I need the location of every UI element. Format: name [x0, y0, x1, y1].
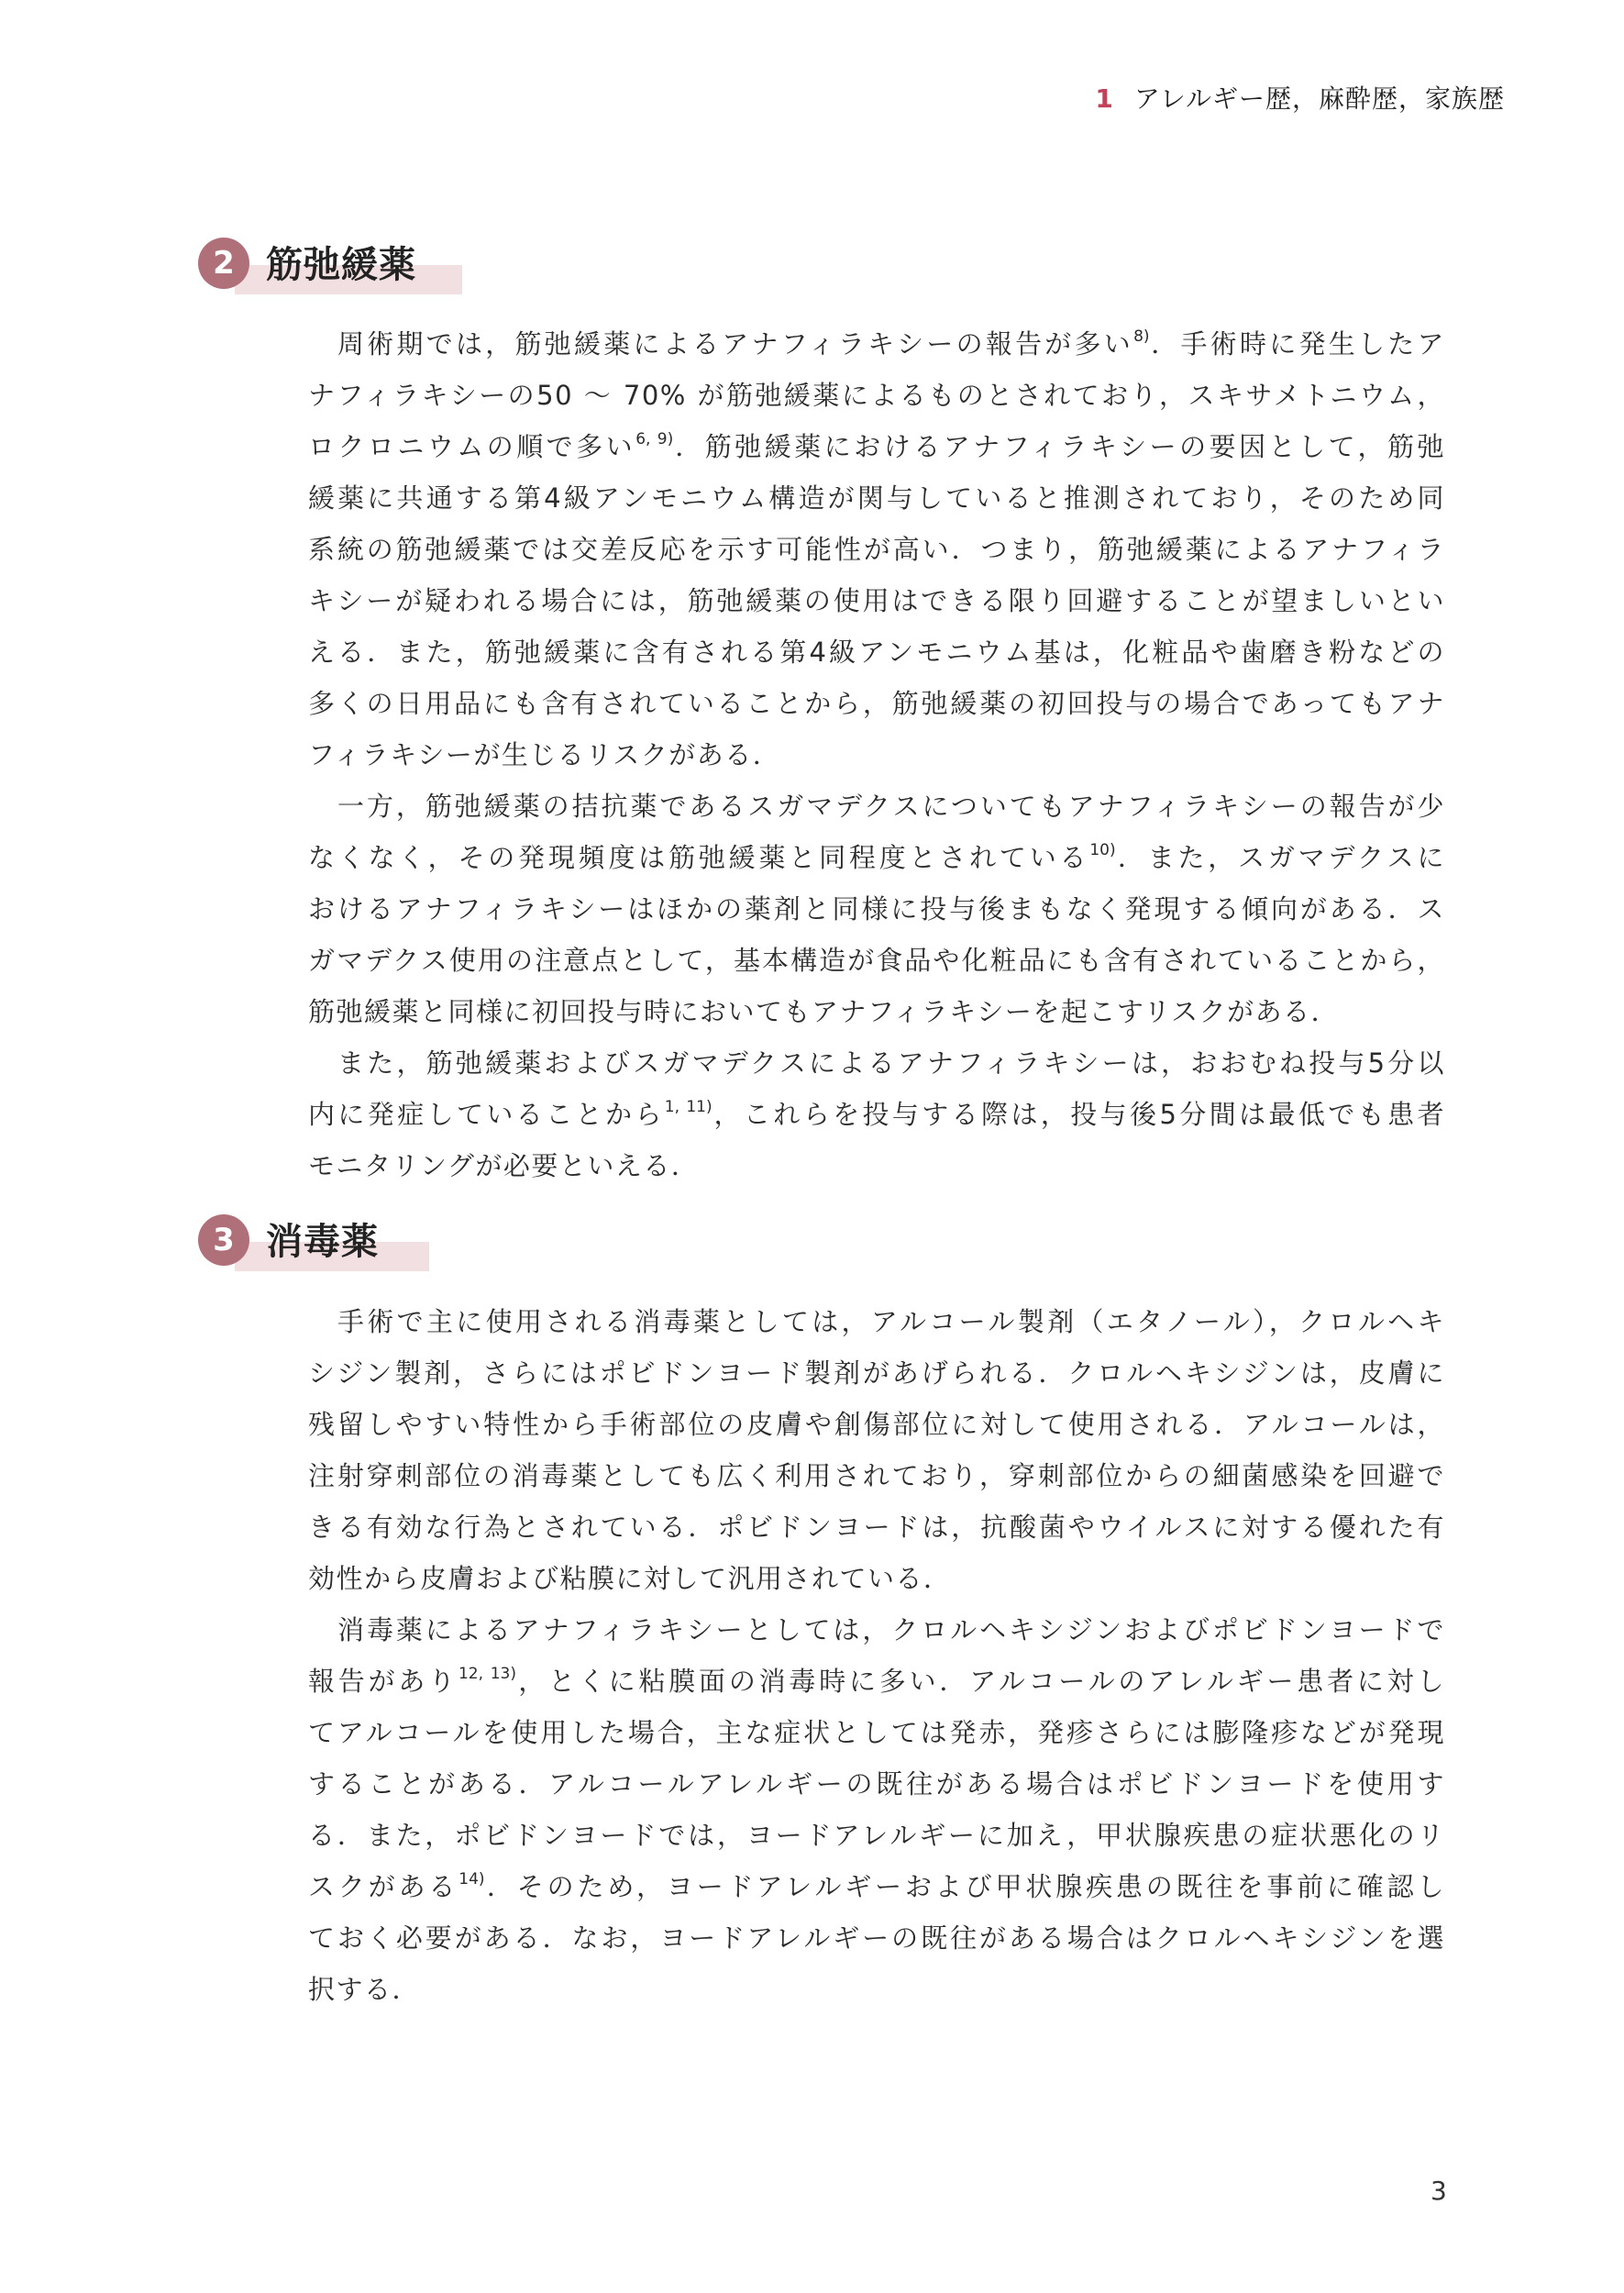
body-line: 系統の筋弛緩薬では交差反応を示す可能性が高い．つまり，筋弛緩薬によるアナフィラ — [308, 534, 1445, 565]
section-3-body — [308, 1296, 1445, 2015]
section-number-badge: 3 — [198, 1214, 249, 1266]
running-head — [1095, 79, 1505, 116]
body-line: 効性から皮膚および粘膜に対して汎用されている． — [308, 1563, 952, 1594]
page-number: 3 — [1431, 2176, 1447, 2206]
body-line: ナフィラキシーの50 〜 70% が筋弛緩薬によるものとされており，スキサメトニウム， — [308, 380, 1445, 411]
body-line: キシーが疑われる場合には，筋弛緩薬の使用はできる限り回避することが望ましいとい — [308, 585, 1445, 616]
body-line: 一方，筋弛緩薬の拮抗薬であるスガマデクスについてもアナフィラキシーの報告が少 — [337, 791, 1445, 822]
body-line: ておく必要がある．なお，ヨードアレルギーの既往がある場合はクロルヘキシジンを選 — [308, 1922, 1445, 1954]
section-title: 消毒薬 — [266, 1221, 379, 1263]
body-line: える．また，筋弛緩薬に含有される第4級アンモニウム基は，化粧品や歯磨き粉などの — [308, 637, 1445, 668]
body-line: 択する． — [308, 1974, 421, 2005]
body-line: モニタリングが必要といえる． — [308, 1150, 700, 1181]
body-line: 緩薬に共通する第4級アンモニウム構造が関与していると推測されており，そのため同 — [308, 482, 1445, 514]
body-line: フィラキシーが生じるリスクがある． — [308, 739, 781, 770]
body-line: することがある．アルコールアレルギーの既往がある場合はポビドンヨードを使用す — [308, 1768, 1445, 1800]
body-line: 筋弛緩薬と同様に初回投与時においてもアナフィラキシーを起こすリスクがある． — [308, 996, 1340, 1027]
body-line: 残留しやすい特性から手術部位の皮膚や創傷部位に対して使用される．アルコールは， — [308, 1409, 1445, 1440]
body-line: てアルコールを使用した場合，主な症状としては発赤，発疹さらには膨隆疹などが発現 — [308, 1717, 1445, 1748]
body-line: 周術期では，筋弛緩薬によるアナフィラキシーの報告が多い$^{8)}$．手術時に発生したア — [337, 327, 1445, 360]
body-line: 内に発症していることから$^{1, 11)}$，これらを投与する際は，投与後5分間は最低でも患者 — [308, 1098, 1446, 1130]
chapter-number: 1 — [1095, 83, 1114, 114]
section-number-badge: 2 — [198, 238, 249, 289]
body-line: 報告があり$^{12, 13)}$，とくに粘膜面の消毒時に多い．アルコールのアレルギー患者に対し — [308, 1665, 1445, 1697]
body-line: おけるアナフィラキシーはほかの薬剤と同様に投与後まもなく発現する傾向がある．ス — [308, 893, 1445, 925]
body-line: る．また，ポビドンヨードでは，ヨードアレルギーに加え，甲状腺疾患の症状悪化のリ — [308, 1820, 1445, 1851]
chapter-title: アレルギー歴，麻酔歴，家族歴 — [1133, 83, 1505, 114]
body-line: スクがある$^{14)}$．そのため，ヨードアレルギーおよび甲状腺疾患の既往を事前に確認し — [308, 1870, 1445, 1902]
body-line: シジン製剤，さらにはポビドンヨード製剤があげられる．クロルヘキシジンは，皮膚に — [308, 1357, 1445, 1389]
body-line: 消毒薬によるアナフィラキシーとしては，クロルヘキシジンおよびポビドンヨードで — [337, 1614, 1445, 1645]
section-2-body — [308, 318, 1445, 1191]
body-line: 多くの日用品にも含有されていることから，筋弛緩薬の初回投与の場合であってもアナ — [308, 688, 1445, 719]
body-line: ロクロニウムの順で多い$^{6, 9)}$．筋弛緩薬におけるアナフィラキシーの要因として，筋弛 — [308, 430, 1446, 462]
section-title: 筋弛緩薬 — [266, 244, 416, 286]
body-line: なくなく，その発現頻度は筋弛緩薬と同程度とされている$^{10)}$．また，スガマデクスに — [308, 841, 1445, 873]
body-line: ガマデクス使用の注意点として，基本構造が食品や化粧品にも含有されていることから， — [308, 945, 1445, 976]
body-line: 手術で主に使用される消毒薬としては，アルコール製剤（エタノール），クロルヘキ — [337, 1306, 1445, 1337]
body-line: 注射穿刺部位の消毒薬としても広く利用されており，穿刺部位からの細菌感染を回避で — [308, 1460, 1445, 1491]
body-line: また，筋弛緩薬およびスガマデクスによるアナフィラキシーは，おおむね投与5分以 — [337, 1047, 1445, 1079]
body-line: きる有効な行為とされている．ポビドンヨードは，抗酸菌やウイルスに対する優れた有 — [308, 1512, 1445, 1543]
